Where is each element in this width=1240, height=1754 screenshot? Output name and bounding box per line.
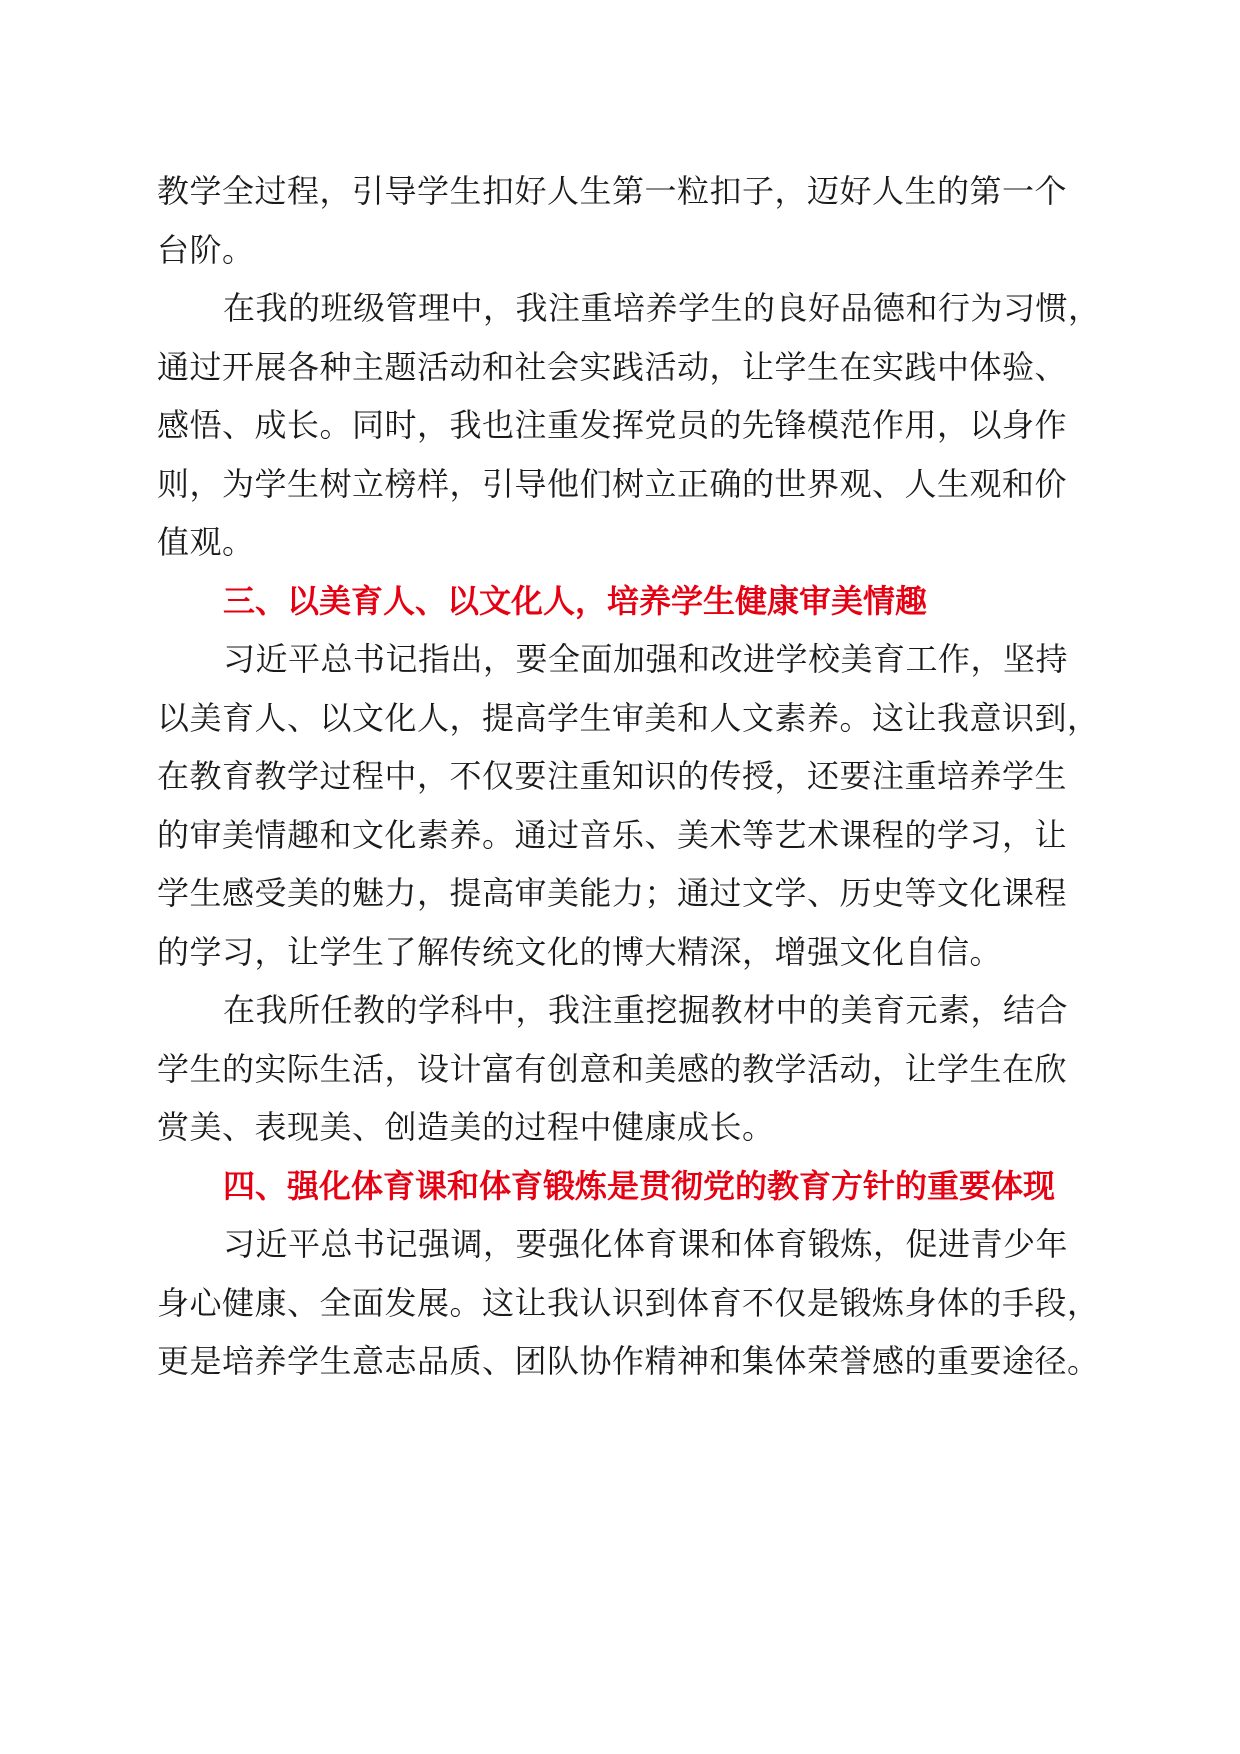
- paragraph-line: 在我所任教的学科中，我注重挖掘教材中的美育元素，结合: [223, 991, 1069, 1029]
- paragraph-line: 更是培养学生意志品质、团队协作精神和集体荣誉感的重要途径。: [157, 1342, 1100, 1380]
- paragraph-line: 教学全过程，引导学生扣好人生第一粒扣子，迈好人生的第一个: [157, 172, 1068, 210]
- paragraph-line: 身心健康、全面发展。这让我认识到体育不仅是锻炼身体的手段，: [157, 1284, 1100, 1322]
- paragraph-line: 的学习，让学生了解传统文化的博大精深，增强文化自信。: [157, 933, 1003, 971]
- paragraph-line: 在我的班级管理中，我注重培养学生的良好品德和行为习惯，: [223, 289, 1101, 327]
- paragraph-line: 通过开展各种主题活动和社会实践活动，让学生在实践中体验、: [157, 348, 1068, 386]
- paragraph-line: 值观。: [157, 523, 255, 561]
- paragraph-line: 赏美、表现美、创造美的过程中健康成长。: [157, 1108, 775, 1146]
- paragraph-line: 习近平总书记指出，要全面加强和改进学校美育工作，坚持: [223, 640, 1069, 678]
- paragraph-line: 学生感受美的魅力，提高审美能力；通过文学、历史等文化课程: [157, 874, 1068, 912]
- paragraph-line: 习近平总书记强调，要强化体育课和体育锻炼，促进青少年: [223, 1225, 1069, 1263]
- paragraph-line: 在教育教学过程中，不仅要注重知识的传授，还要注重培养学生: [157, 757, 1068, 795]
- section-heading-3: 三、以美育人、以文化人，培养学生健康审美情趣: [223, 582, 928, 620]
- paragraph-line: 学生的实际生活，设计富有创意和美感的教学活动，让学生在欣: [157, 1050, 1068, 1088]
- paragraph-line: 的审美情趣和文化素养。通过音乐、美术等艺术课程的学习，让: [157, 816, 1068, 854]
- paragraph-line: 感悟、成长。同时，我也注重发挥党员的先锋模范作用，以身作: [157, 406, 1068, 444]
- paragraph-line: 台阶。: [157, 231, 255, 269]
- paragraph-line: 则，为学生树立榜样，引导他们树立正确的世界观、人生观和价: [157, 465, 1068, 503]
- section-heading-4: 四、强化体育课和体育锻炼是贯彻党的教育方针的重要体现: [223, 1167, 1056, 1205]
- paragraph-line: 以美育人、以文化人，提高学生审美和人文素养。这让我意识到，: [157, 699, 1100, 737]
